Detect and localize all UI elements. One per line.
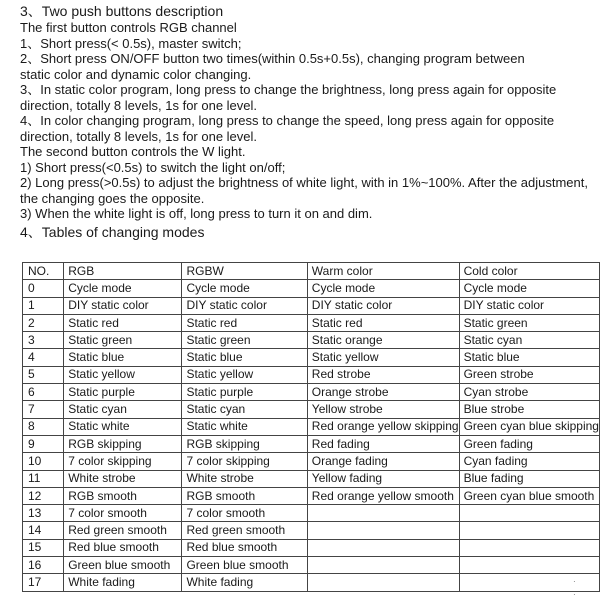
table-row [23, 314, 600, 331]
cell-rgbw: White fading [182, 574, 307, 591]
text-line: 1) Short press(<0.5s) to switch the light on/off; [20, 159, 286, 175]
cell-rgbw: Static green [182, 332, 307, 349]
column-header-cold-color: Cold color [459, 263, 599, 280]
cell-rgb: Red blue smooth [64, 539, 182, 556]
cell-warm-color: Cycle mode [307, 280, 459, 297]
text-line: 4、In color changing program, long press to change the speed, long press again for opposite [20, 113, 555, 128]
page-mark: · [573, 590, 576, 599]
cell-no: 14 [23, 522, 64, 539]
column-header-rgb: RGB [64, 263, 182, 280]
table-row [23, 384, 600, 401]
cell-warm-color [307, 557, 459, 574]
cell-cold-color: Static cyan [459, 332, 599, 349]
column-header-warm-color: Warm color [307, 263, 459, 280]
cell-rgb: Static red [64, 314, 182, 331]
table-row [23, 505, 600, 522]
section-4-heading: 4、Tables of changing modes [20, 223, 205, 240]
cell-no: 9 [23, 435, 64, 452]
cell-rgb: Static white [64, 418, 182, 435]
cell-rgbw: 7 color smooth [182, 505, 307, 522]
cell-cold-color: Blue fading [459, 470, 599, 487]
cell-rgb: RGB smooth [64, 487, 182, 504]
cell-no: 10 [23, 453, 64, 470]
cell-no: 12 [23, 487, 64, 504]
table-header-row [23, 263, 600, 280]
table-row [23, 418, 600, 435]
cell-no: 11 [23, 470, 64, 487]
cell-cold-color [459, 557, 599, 574]
text-line: The first button controls RGB channel [20, 20, 237, 35]
cell-rgb: Static purple [64, 384, 182, 401]
cell-rgb: Static cyan [64, 401, 182, 418]
cell-rgbw: RGB smooth [182, 487, 307, 504]
cell-rgb: RGB skipping [64, 435, 182, 452]
table-row [23, 453, 600, 470]
cell-rgbw: Green blue smooth [182, 557, 307, 574]
cell-warm-color: Red orange yellow skipping [307, 418, 459, 435]
cell-rgbw: Static white [182, 418, 307, 435]
cell-cold-color: Static blue [459, 349, 599, 366]
cell-warm-color: Static orange [307, 332, 459, 349]
cell-cold-color: Green fading [459, 435, 599, 452]
cell-rgb: Cycle mode [64, 280, 182, 297]
cell-warm-color: Red orange yellow smooth [307, 487, 459, 504]
changing-modes-table [22, 262, 600, 592]
cell-rgbw: Red green smooth [182, 522, 307, 539]
cell-no: 0 [23, 280, 64, 297]
table-row [23, 349, 600, 366]
text-line: 3) When the white light is off, long press to turn it on and dim. [20, 206, 373, 221]
cell-rgbw: Static yellow [182, 366, 307, 383]
page-mark: · [573, 577, 576, 586]
cell-warm-color: DIY static color [307, 297, 459, 314]
cell-cold-color: Static green [459, 314, 599, 331]
table-row [23, 297, 600, 314]
cell-warm-color: Static yellow [307, 349, 459, 366]
cell-rgb: Static blue [64, 349, 182, 366]
cell-cold-color: DIY static color [459, 297, 599, 314]
cell-warm-color [307, 522, 459, 539]
text-line: The second button controls the W light. [20, 144, 246, 159]
table-row [23, 470, 600, 487]
cell-rgb: Static yellow [64, 366, 182, 383]
cell-cold-color: Green strobe [459, 366, 599, 383]
cell-cold-color [459, 574, 599, 591]
cell-rgbw: Static cyan [182, 401, 307, 418]
table-row [23, 280, 600, 297]
cell-no: 5 [23, 366, 64, 383]
column-header-no: NO. [23, 263, 64, 280]
cell-warm-color [307, 505, 459, 522]
cell-rgb: Green blue smooth [64, 557, 182, 574]
text-line: 2、Short press ON/OFF button two times(within 0.5s+0.5s), changing program between [20, 51, 525, 66]
cell-rgbw: Red blue smooth [182, 539, 307, 556]
cell-warm-color: Red strobe [307, 366, 459, 383]
section-3-body [20, 20, 595, 222]
cell-rgbw: RGB skipping [182, 435, 307, 452]
cell-rgbw: Static blue [182, 349, 307, 366]
cell-cold-color [459, 505, 599, 522]
cell-rgb: DIY static color [64, 297, 182, 314]
table-row [23, 574, 600, 591]
cell-rgb: Static green [64, 332, 182, 349]
text-line: the changing goes the opposite. [20, 190, 205, 206]
cell-no: 6 [23, 384, 64, 401]
cell-rgbw: Static red [182, 314, 307, 331]
table-body [23, 263, 600, 592]
table-row [23, 401, 600, 418]
table-row [23, 332, 600, 349]
cell-warm-color: Orange strobe [307, 384, 459, 401]
cell-no: 7 [23, 401, 64, 418]
cell-cold-color: Green cyan blue skipping [459, 418, 599, 435]
cell-rgbw: DIY static color [182, 297, 307, 314]
column-header-rgbw: RGBW [182, 263, 307, 280]
document-body [20, 0, 595, 244]
cell-no: 8 [23, 418, 64, 435]
cell-no: 13 [23, 505, 64, 522]
text-line: direction, totally 8 levels, 1s for one level. [20, 128, 258, 144]
section-3-heading: 3、Two push buttons description [20, 3, 224, 19]
text-line: 3、In static color program, long press to change the brightness, long press again for opposite [20, 82, 557, 97]
cell-cold-color [459, 539, 599, 556]
cell-cold-color: Cyan strobe [459, 384, 599, 401]
cell-rgb: 7 color skipping [64, 453, 182, 470]
text-line: 2) Long press(>0.5s) to adjust the brightness of white light, with in 1%~100%. After the adjustment, [20, 175, 588, 190]
cell-no: 1 [23, 297, 64, 314]
cell-warm-color: Yellow fading [307, 470, 459, 487]
cell-rgb: White fading [64, 574, 182, 591]
table-row [23, 522, 600, 539]
cell-no: 16 [23, 557, 64, 574]
cell-no: 4 [23, 349, 64, 366]
cell-cold-color: Cycle mode [459, 280, 599, 297]
cell-rgbw: White strobe [182, 470, 307, 487]
cell-warm-color: Red fading [307, 435, 459, 452]
cell-rgbw: Static purple [182, 384, 307, 401]
cell-no: 15 [23, 539, 64, 556]
table-row [23, 487, 600, 504]
cell-rgb: White strobe [64, 470, 182, 487]
cell-no: 17 [23, 574, 64, 591]
cell-warm-color: Orange fading [307, 453, 459, 470]
cell-rgbw: 7 color skipping [182, 453, 307, 470]
cell-no: 2 [23, 314, 64, 331]
cell-rgb: Red green smooth [64, 522, 182, 539]
text-line: direction, totally 8 levels, 1s for one level. [20, 97, 258, 113]
table-row [23, 435, 600, 452]
cell-warm-color [307, 539, 459, 556]
cell-rgb: 7 color smooth [64, 505, 182, 522]
cell-cold-color: Blue strobe [459, 401, 599, 418]
text-line: static color and dynamic color changing. [20, 66, 252, 82]
table-row [23, 366, 600, 383]
table-row [23, 539, 600, 556]
cell-warm-color [307, 574, 459, 591]
cell-cold-color: Cyan fading [459, 453, 599, 470]
cell-rgbw: Cycle mode [182, 280, 307, 297]
table-row [23, 557, 600, 574]
cell-cold-color [459, 522, 599, 539]
text-line: 1、Short press(< 0.5s), master switch; [20, 35, 242, 51]
cell-cold-color: Green cyan blue smooth [459, 487, 599, 504]
cell-no: 3 [23, 332, 64, 349]
cell-warm-color: Static red [307, 314, 459, 331]
cell-warm-color: Yellow strobe [307, 401, 459, 418]
